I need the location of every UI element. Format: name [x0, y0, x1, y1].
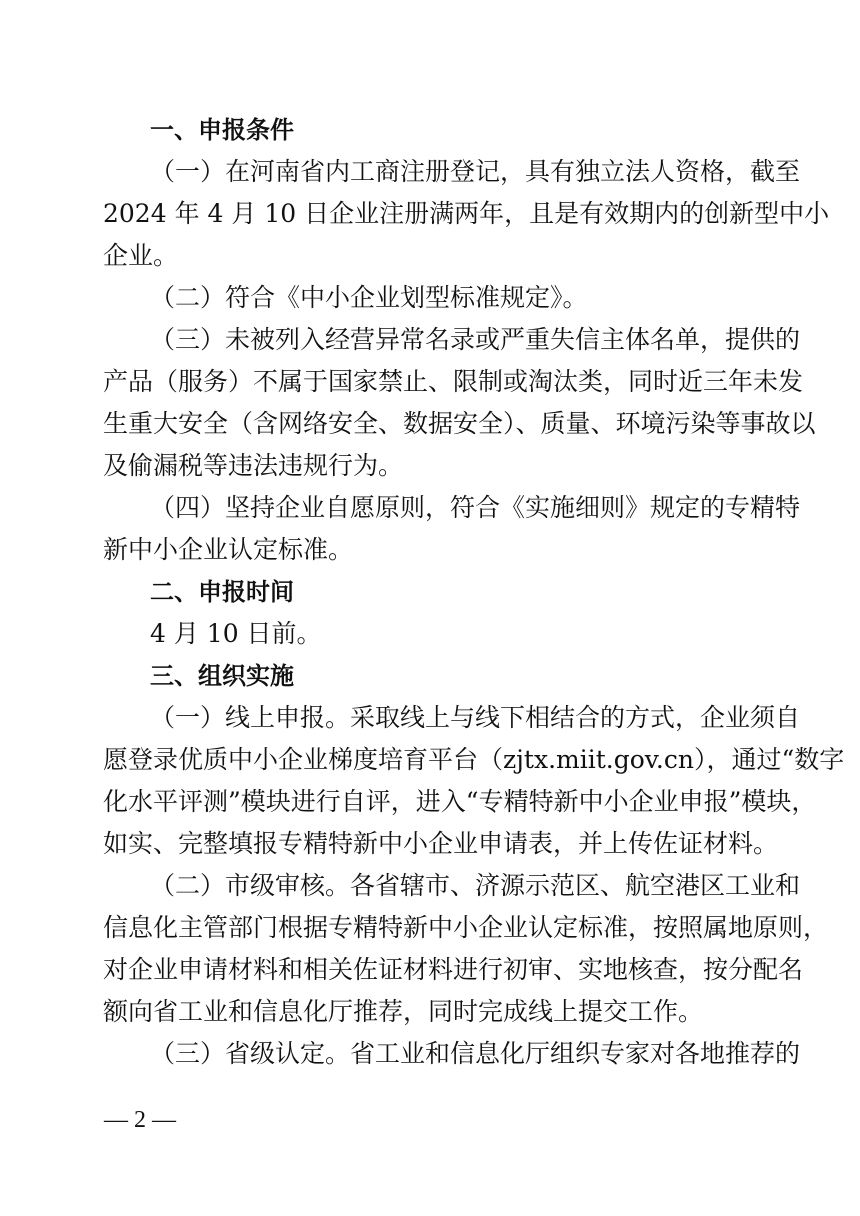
page-number: — 2 — [104, 1107, 176, 1133]
paragraph-line: （一）线上申报。采取线上与线下相结合的方式，企业须自 [150, 703, 801, 732]
paragraph-line: （二）市级审核。各省辖市、济源示范区、航空港区工业和 [150, 871, 801, 900]
paragraph-line: 对企业申请材料和相关佐证材料进行初审、实地核查，按分配名 [103, 955, 804, 984]
paragraph-line: 如实、完整填报专精特新中小企业申请表，并上传佐证材料。 [103, 829, 779, 858]
paragraph-line: 信息化主管部门根据专精特新中小企业认定标准，按照属地原则， [103, 913, 829, 942]
paragraph-line: （一）在河南省内工商注册登记，具有独立法人资格，截至 [150, 157, 801, 186]
section-heading-implementation: 三、组织实施 [150, 662, 294, 690]
paragraph-line: 愿登录优质中小企业梯度培育平台（zjtx.miit.gov.cn），通过“数字 [103, 745, 845, 774]
paragraph-line: （三）省级认定。省工业和信息化厅组织专家对各地推荐的 [150, 1039, 801, 1068]
paragraph-line: 2024 年 4 月 10 日企业注册满两年，且是有效期内的创新型中小 [103, 199, 830, 228]
paragraph-line: 新中小企业认定标准。 [103, 535, 354, 564]
paragraph-line: 企业。 [103, 241, 179, 270]
paragraph-line: 及偷漏税等违法违规行为。 [103, 451, 404, 480]
section-heading-conditions: 一、申报条件 [150, 116, 294, 144]
paragraph-line: （二）符合《中小企业划型标准规定》。 [150, 283, 588, 312]
document-body [103, 109, 845, 1075]
paragraph-line: （四）坚持企业自愿原则，符合《实施细则》规定的专精特 [150, 493, 801, 522]
paragraph-line: 化水平评测”模块进行自评，进入“专精特新中小企业申报”模块， [103, 787, 817, 816]
section-heading-time: 二、申报时间 [150, 578, 294, 606]
paragraph-line: 4 月 10 日前。 [150, 619, 322, 648]
paragraph-line: （三）未被列入经营异常名录或严重失信主体名单，提供的 [150, 325, 801, 354]
paragraph-line: 生重大安全（含网络安全、数据安全）、质量、环境污染等事故以 [103, 409, 816, 438]
paragraph-line: 产品（服务）不属于国家禁止、限制或淘汰类，同时近三年未发 [103, 367, 804, 396]
paragraph-line: 额向省工业和信息化厅推荐，同时完成线上提交工作。 [103, 997, 704, 1026]
